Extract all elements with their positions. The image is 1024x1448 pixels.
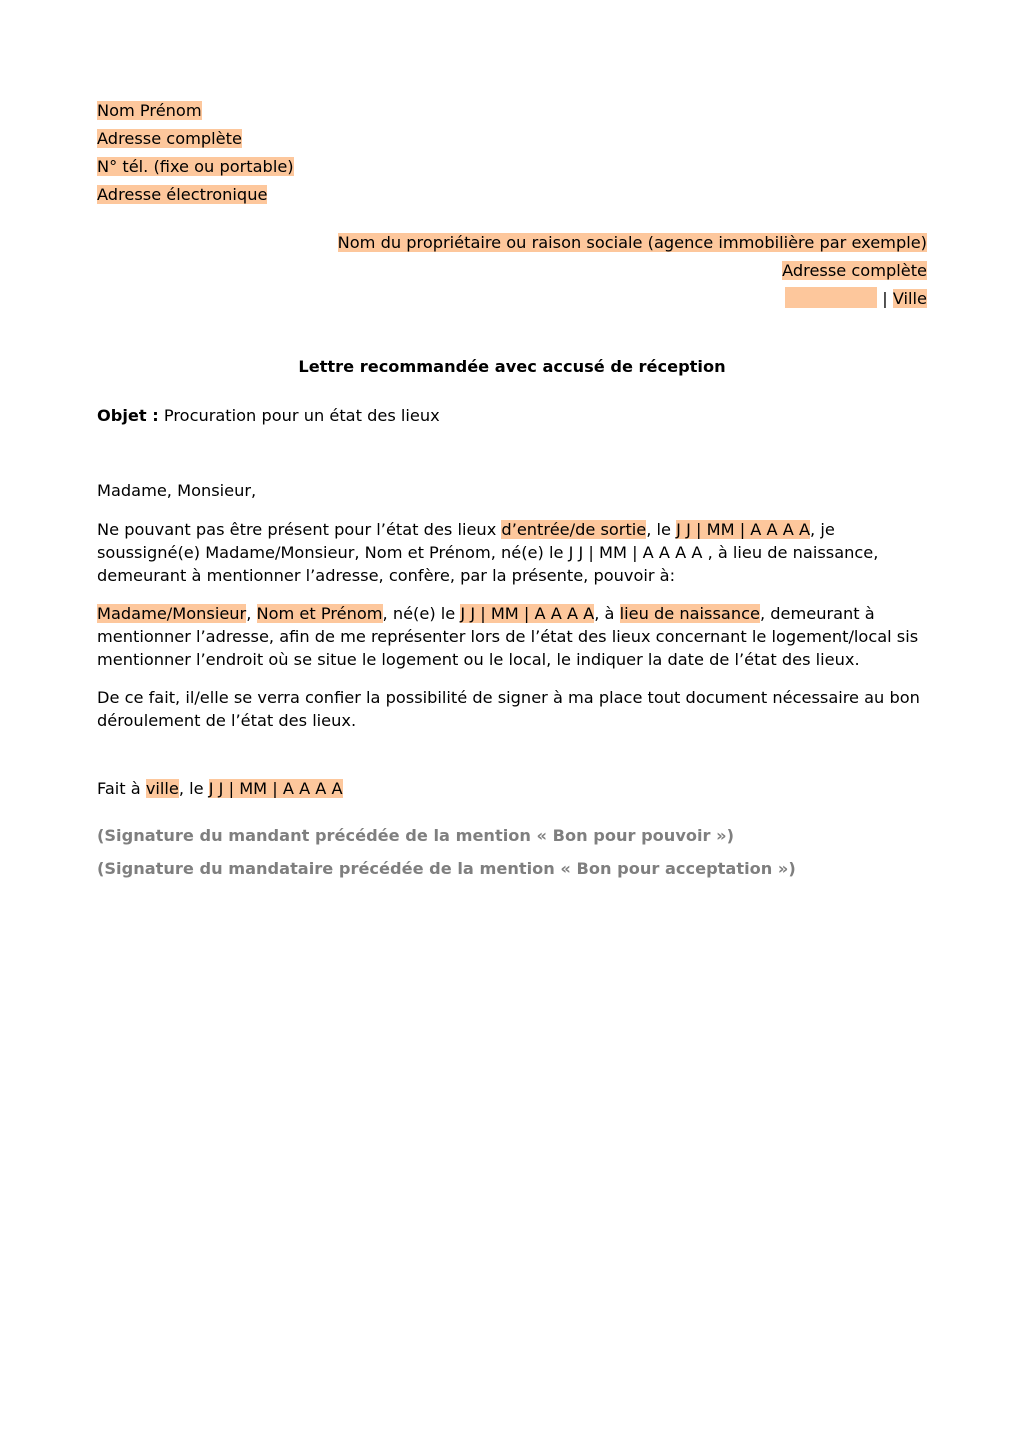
closing-prefix: Fait à: [97, 779, 146, 798]
subject-label: Objet :: [97, 406, 159, 425]
p2-field-name: Nom et Prénom: [256, 604, 383, 623]
p2-text-3: , demeurant à mentionner l’adresse, afin de me représenter lors de l’état des lieux concernant le logement/local sis mentionner l’endroit où se situe le logement ou le local, le indiquer la date de l’état des lieux.: [97, 604, 919, 669]
sender-email: Adresse électronique: [97, 185, 268, 204]
letter-type-title: Lettre recommandée avec accusé de réception: [298, 357, 726, 376]
closing-field-date: J J | MM | A A A A: [208, 779, 343, 798]
p2-field-birthplace: lieu de naissance: [619, 604, 760, 623]
p1-field-type: d’entrée/de sortie: [501, 520, 647, 539]
paragraph-3: De ce fait, il/elle se verra confier la possibilité de signer à ma place tout document nécessaire au bon déroulement de l’état des lieux.: [97, 688, 920, 730]
recipient-block: [338, 229, 927, 313]
p1-text-2: , le: [646, 520, 677, 539]
p2-field-title: Madame/Monsieur: [97, 604, 247, 623]
subject-line: [97, 406, 440, 425]
closing-line: [97, 779, 343, 798]
recipient-city: Ville: [892, 289, 927, 308]
recipient-address: Adresse complète: [782, 261, 927, 280]
signature-mandataire: (Signature du mandataire précédée de la mention « Bon pour acceptation »): [97, 859, 796, 878]
recipient-name: Nom du propriétaire ou raison sociale (agence immobilière par exemple): [337, 233, 927, 252]
salutation: Madame, Monsieur,: [97, 481, 257, 500]
paragraph-1: [97, 518, 927, 587]
closing-field-city: ville: [145, 779, 179, 798]
sender-name: Nom Prénom: [97, 101, 202, 120]
p1-field-date: J J | MM | A A A A: [676, 520, 811, 539]
p1-text-1: Ne pouvant pas être présent pour l’état des lieux: [97, 520, 502, 539]
paragraph-2: [97, 602, 927, 671]
closing-middle: , le: [178, 779, 209, 798]
p2-field-birthdate: J J | MM | A A A A: [460, 604, 595, 623]
sender-block: [97, 97, 294, 209]
p1-text-3: , je soussigné(e) Madame/Monsieur, Nom et Prénom, né(e) le J J | MM | A A A A , à lieu de naissance, demeurant à mentionner l’adresse, confère, par la présente, pouvoir à:: [97, 520, 879, 585]
sender-phone: N° tél. (fixe ou portable): [97, 157, 294, 176]
p2-text-2: , à: [594, 604, 620, 623]
letter-body: [97, 479, 927, 747]
recipient-postal-code-field: [785, 287, 877, 308]
recipient-separator: |: [882, 289, 888, 308]
sender-address: Adresse complète: [97, 129, 242, 148]
subject-text: Procuration pour un état des lieux: [163, 406, 440, 425]
signature-mandant: (Signature du mandant précédée de la mention « Bon pour pouvoir »): [97, 826, 735, 845]
p2-text-1: , né(e) le: [382, 604, 461, 623]
p2-sep: ,: [246, 604, 257, 623]
